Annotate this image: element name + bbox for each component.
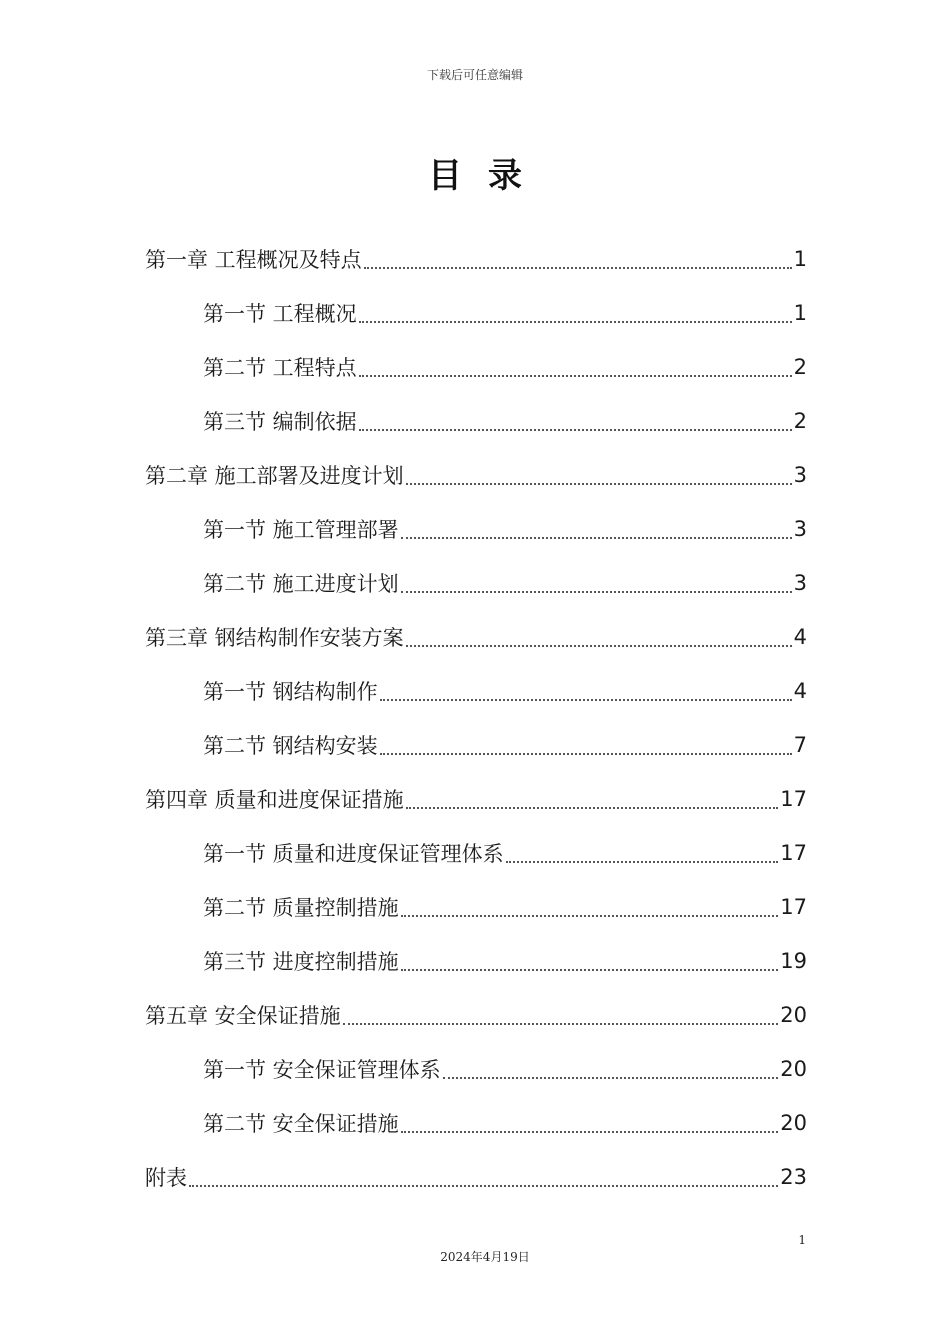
toc-dot-leader xyxy=(189,1185,778,1187)
toc-entry-text: 第一节 施工管理部署 xyxy=(203,518,399,542)
toc-dot-leader xyxy=(443,1077,779,1079)
toc-entry-text: 第二节 安全保证措施 xyxy=(203,1112,399,1136)
toc-dot-leader xyxy=(406,807,779,809)
toc-entry-section-1-3[interactable] xyxy=(145,394,807,448)
toc-page-number: 17 xyxy=(780,787,807,811)
toc-dot-leader xyxy=(401,591,792,593)
toc-entry-section-4-1[interactable] xyxy=(145,826,807,880)
toc-page-number: 3 xyxy=(793,463,807,487)
toc-entry-text: 第一节 安全保证管理体系 xyxy=(203,1058,441,1082)
toc-page-number: 2 xyxy=(793,355,807,379)
toc-entry-chapter-4[interactable] xyxy=(145,772,807,826)
toc-entry-text: 第二节 钢结构安装 xyxy=(203,734,378,758)
toc-entry-appendix[interactable] xyxy=(145,1150,807,1204)
toc-dot-leader xyxy=(343,1023,779,1025)
toc-dot-leader xyxy=(359,375,792,377)
table-of-contents xyxy=(145,232,807,1204)
header-note: 下载后可任意编辑 xyxy=(426,68,523,82)
toc-page-number: 17 xyxy=(780,841,807,865)
toc-dot-leader xyxy=(401,915,779,917)
toc-entry-text: 第三章 钢结构制作安装方案 xyxy=(145,626,404,650)
toc-page-number: 3 xyxy=(793,571,807,595)
toc-entry-text: 第五章 安全保证措施 xyxy=(145,1004,341,1028)
toc-page-number: 19 xyxy=(780,949,807,973)
toc-entry-section-4-3[interactable] xyxy=(145,934,807,988)
toc-page-number: 20 xyxy=(780,1111,807,1135)
toc-dot-leader xyxy=(401,537,792,539)
toc-entry-text: 附表 xyxy=(145,1166,187,1190)
page-title: 目录 xyxy=(428,156,548,196)
toc-page-number: 20 xyxy=(780,1057,807,1081)
toc-entry-section-4-2[interactable] xyxy=(145,880,807,934)
toc-page-number: 2 xyxy=(793,409,807,433)
toc-entry-section-5-2[interactable] xyxy=(145,1096,807,1150)
toc-entry-section-2-2[interactable] xyxy=(145,556,807,610)
toc-dot-leader xyxy=(401,969,779,971)
toc-entry-text: 第四章 质量和进度保证措施 xyxy=(145,788,404,812)
toc-dot-leader xyxy=(380,753,792,755)
toc-dot-leader xyxy=(506,861,779,863)
toc-entry-section-3-1[interactable] xyxy=(145,664,807,718)
toc-entry-chapter-5[interactable] xyxy=(145,988,807,1042)
toc-entry-text: 第一节 工程概况 xyxy=(203,302,357,326)
toc-page-number: 4 xyxy=(793,625,807,649)
toc-dot-leader xyxy=(401,1131,779,1133)
toc-entry-chapter-1[interactable] xyxy=(145,232,807,286)
toc-entry-text: 第一节 钢结构制作 xyxy=(203,680,378,704)
toc-entry-text: 第二节 工程特点 xyxy=(203,356,357,380)
toc-entry-section-3-2[interactable] xyxy=(145,718,807,772)
toc-dot-leader xyxy=(364,267,792,269)
toc-entry-text: 第三节 编制依据 xyxy=(203,410,357,434)
toc-entry-chapter-3[interactable] xyxy=(145,610,807,664)
toc-entry-chapter-2[interactable] xyxy=(145,448,807,502)
toc-dot-leader xyxy=(359,321,792,323)
toc-page-number: 1 xyxy=(793,301,807,325)
toc-entry-text: 第三节 进度控制措施 xyxy=(203,950,399,974)
toc-page-number: 4 xyxy=(793,679,807,703)
toc-entry-text: 第二章 施工部署及进度计划 xyxy=(145,464,404,488)
toc-page-number: 17 xyxy=(780,895,807,919)
toc-entry-section-1-2[interactable] xyxy=(145,340,807,394)
toc-entry-text: 第一节 质量和进度保证管理体系 xyxy=(203,842,504,866)
toc-entry-section-2-1[interactable] xyxy=(145,502,807,556)
toc-page-number: 23 xyxy=(780,1165,807,1189)
toc-entry-text: 第二节 施工进度计划 xyxy=(203,572,399,596)
toc-dot-leader xyxy=(406,483,792,485)
toc-entry-text: 第一章 工程概况及特点 xyxy=(145,248,362,272)
toc-dot-leader xyxy=(380,699,792,701)
page-number: 1 xyxy=(798,1233,806,1247)
toc-entry-section-5-1[interactable] xyxy=(145,1042,807,1096)
toc-dot-leader xyxy=(406,645,792,647)
toc-page-number: 1 xyxy=(793,247,807,271)
toc-entry-section-1-1[interactable] xyxy=(145,286,807,340)
toc-dot-leader xyxy=(359,429,792,431)
toc-page-number: 7 xyxy=(793,733,807,757)
footer-date: 2024年4月19日 xyxy=(440,1250,530,1264)
toc-entry-text: 第二节 质量控制措施 xyxy=(203,896,399,920)
toc-page-number: 20 xyxy=(780,1003,807,1027)
toc-page-number: 3 xyxy=(793,517,807,541)
